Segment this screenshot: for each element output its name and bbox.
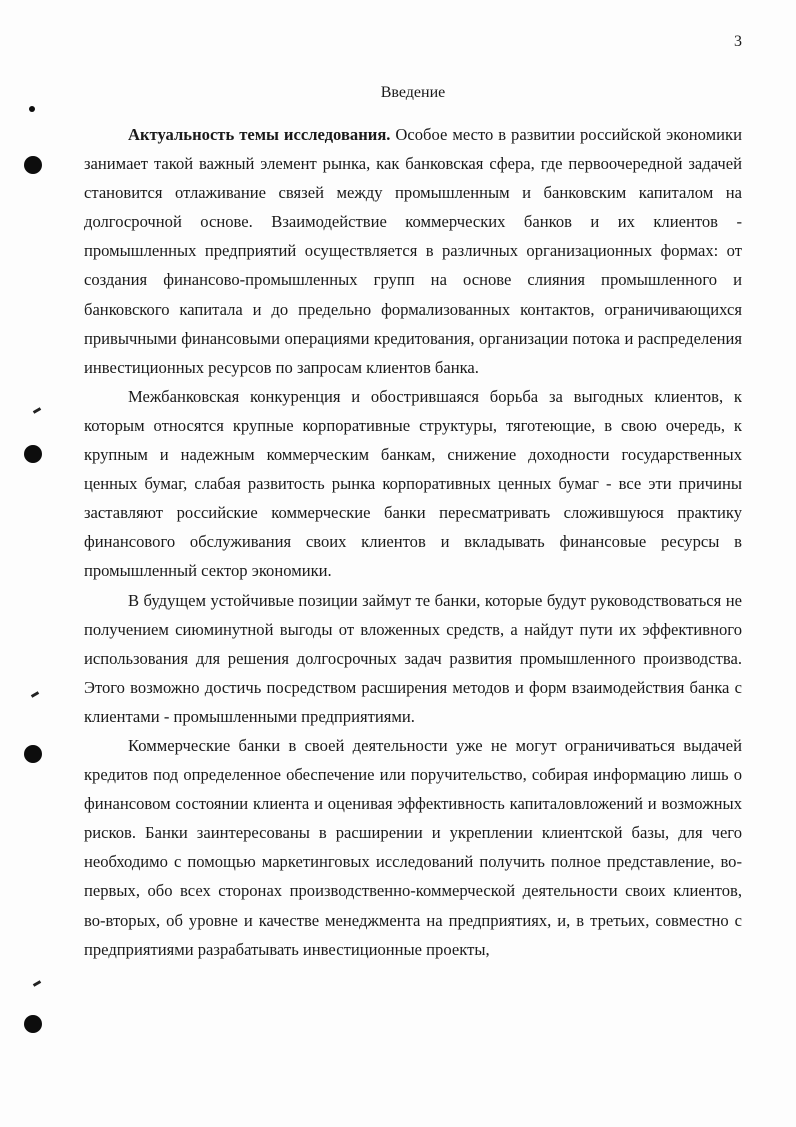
binding-hole xyxy=(24,445,42,463)
scan-mark xyxy=(33,407,41,414)
page-title: Введение xyxy=(380,84,446,101)
scan-mark xyxy=(33,980,41,987)
binding-hole-small xyxy=(29,106,35,112)
page-number: 3 xyxy=(734,33,742,50)
paragraph-1 xyxy=(84,120,742,382)
binding-hole xyxy=(24,156,42,174)
paragraph-lead: Актуальность темы исследования. xyxy=(128,125,391,144)
paragraph-3: В будущем устойчивые позиции займут те банки, которые будут руководствоваться не получением сиюминутной выгоды от вложенных средств, а найдут пути их эффективного использования для решения долгосрочных задач развития промышленного производства. Этого возможно достичь посредством расширения методов и форм взаимодействия банка с клиентами - промышленными предприятиями. xyxy=(84,590,742,726)
paragraph-4: Коммерческие банки в своей деятельности уже не могут ограничиваться выдачей кредитов под определенное обеспечение или поручительство, собирая информацию лишь о финансовом состоянии клиента и оценивая эффективность капиталовложений и возможных рисков. Банки заинтересованы в расширении и укреплении клиентской базы, для чего необходимо с помощью маркетинговых исследований получить полное представление, во-первых, обо всех сторонах производственно-коммерческой деятельности своих клиентов, во-вторых, об уровне и качестве менеджмента на предприятиях, и, в третьих, совместно с предприятиями разрабатывать инвестиционные проекты, xyxy=(84,735,742,959)
document-body xyxy=(84,120,742,964)
binding-hole xyxy=(24,745,42,763)
paragraph-2: Межбанковская конкуренция и обострившаяся борьба за выгодных клиентов, к которым относятся крупные корпоративные структуры, тяготеющие, в свою очередь, к крупным и надежным коммерческим банкам, снижение доходности государственных ценных бумаг, слабая развитость рынка корпоративных ценных бумаг - все эти причины заставляют российские коммерческие банки пересматривать сложившуюся практику финансового обслуживания своих клиентов и вкладывать финансовые ресурсы в промышленный сектор экономики. xyxy=(84,386,742,581)
scan-mark xyxy=(31,691,39,698)
paragraph-text: Особое место в развитии российской экономики занимает такой важный элемент рынка, как банковская сфера, где первоочередной задачей становится отлаживание связей между промышленным и банковским капиталом на долгосрочной основе. Взаимодействие коммерческих банков и их клиентов - промышленных предприятий осуществляется в различных организационных формах: от создания финансово-промышленных групп на основе слияния промышленного и банковского капитала и до предельно формализованных контактов, ограничивающихся привычными финансовыми операциями кредитования, организации потока и распределения инвестиционных ресурсов по запросам клиентов банка. xyxy=(84,125,742,377)
binding-hole xyxy=(24,1015,42,1033)
